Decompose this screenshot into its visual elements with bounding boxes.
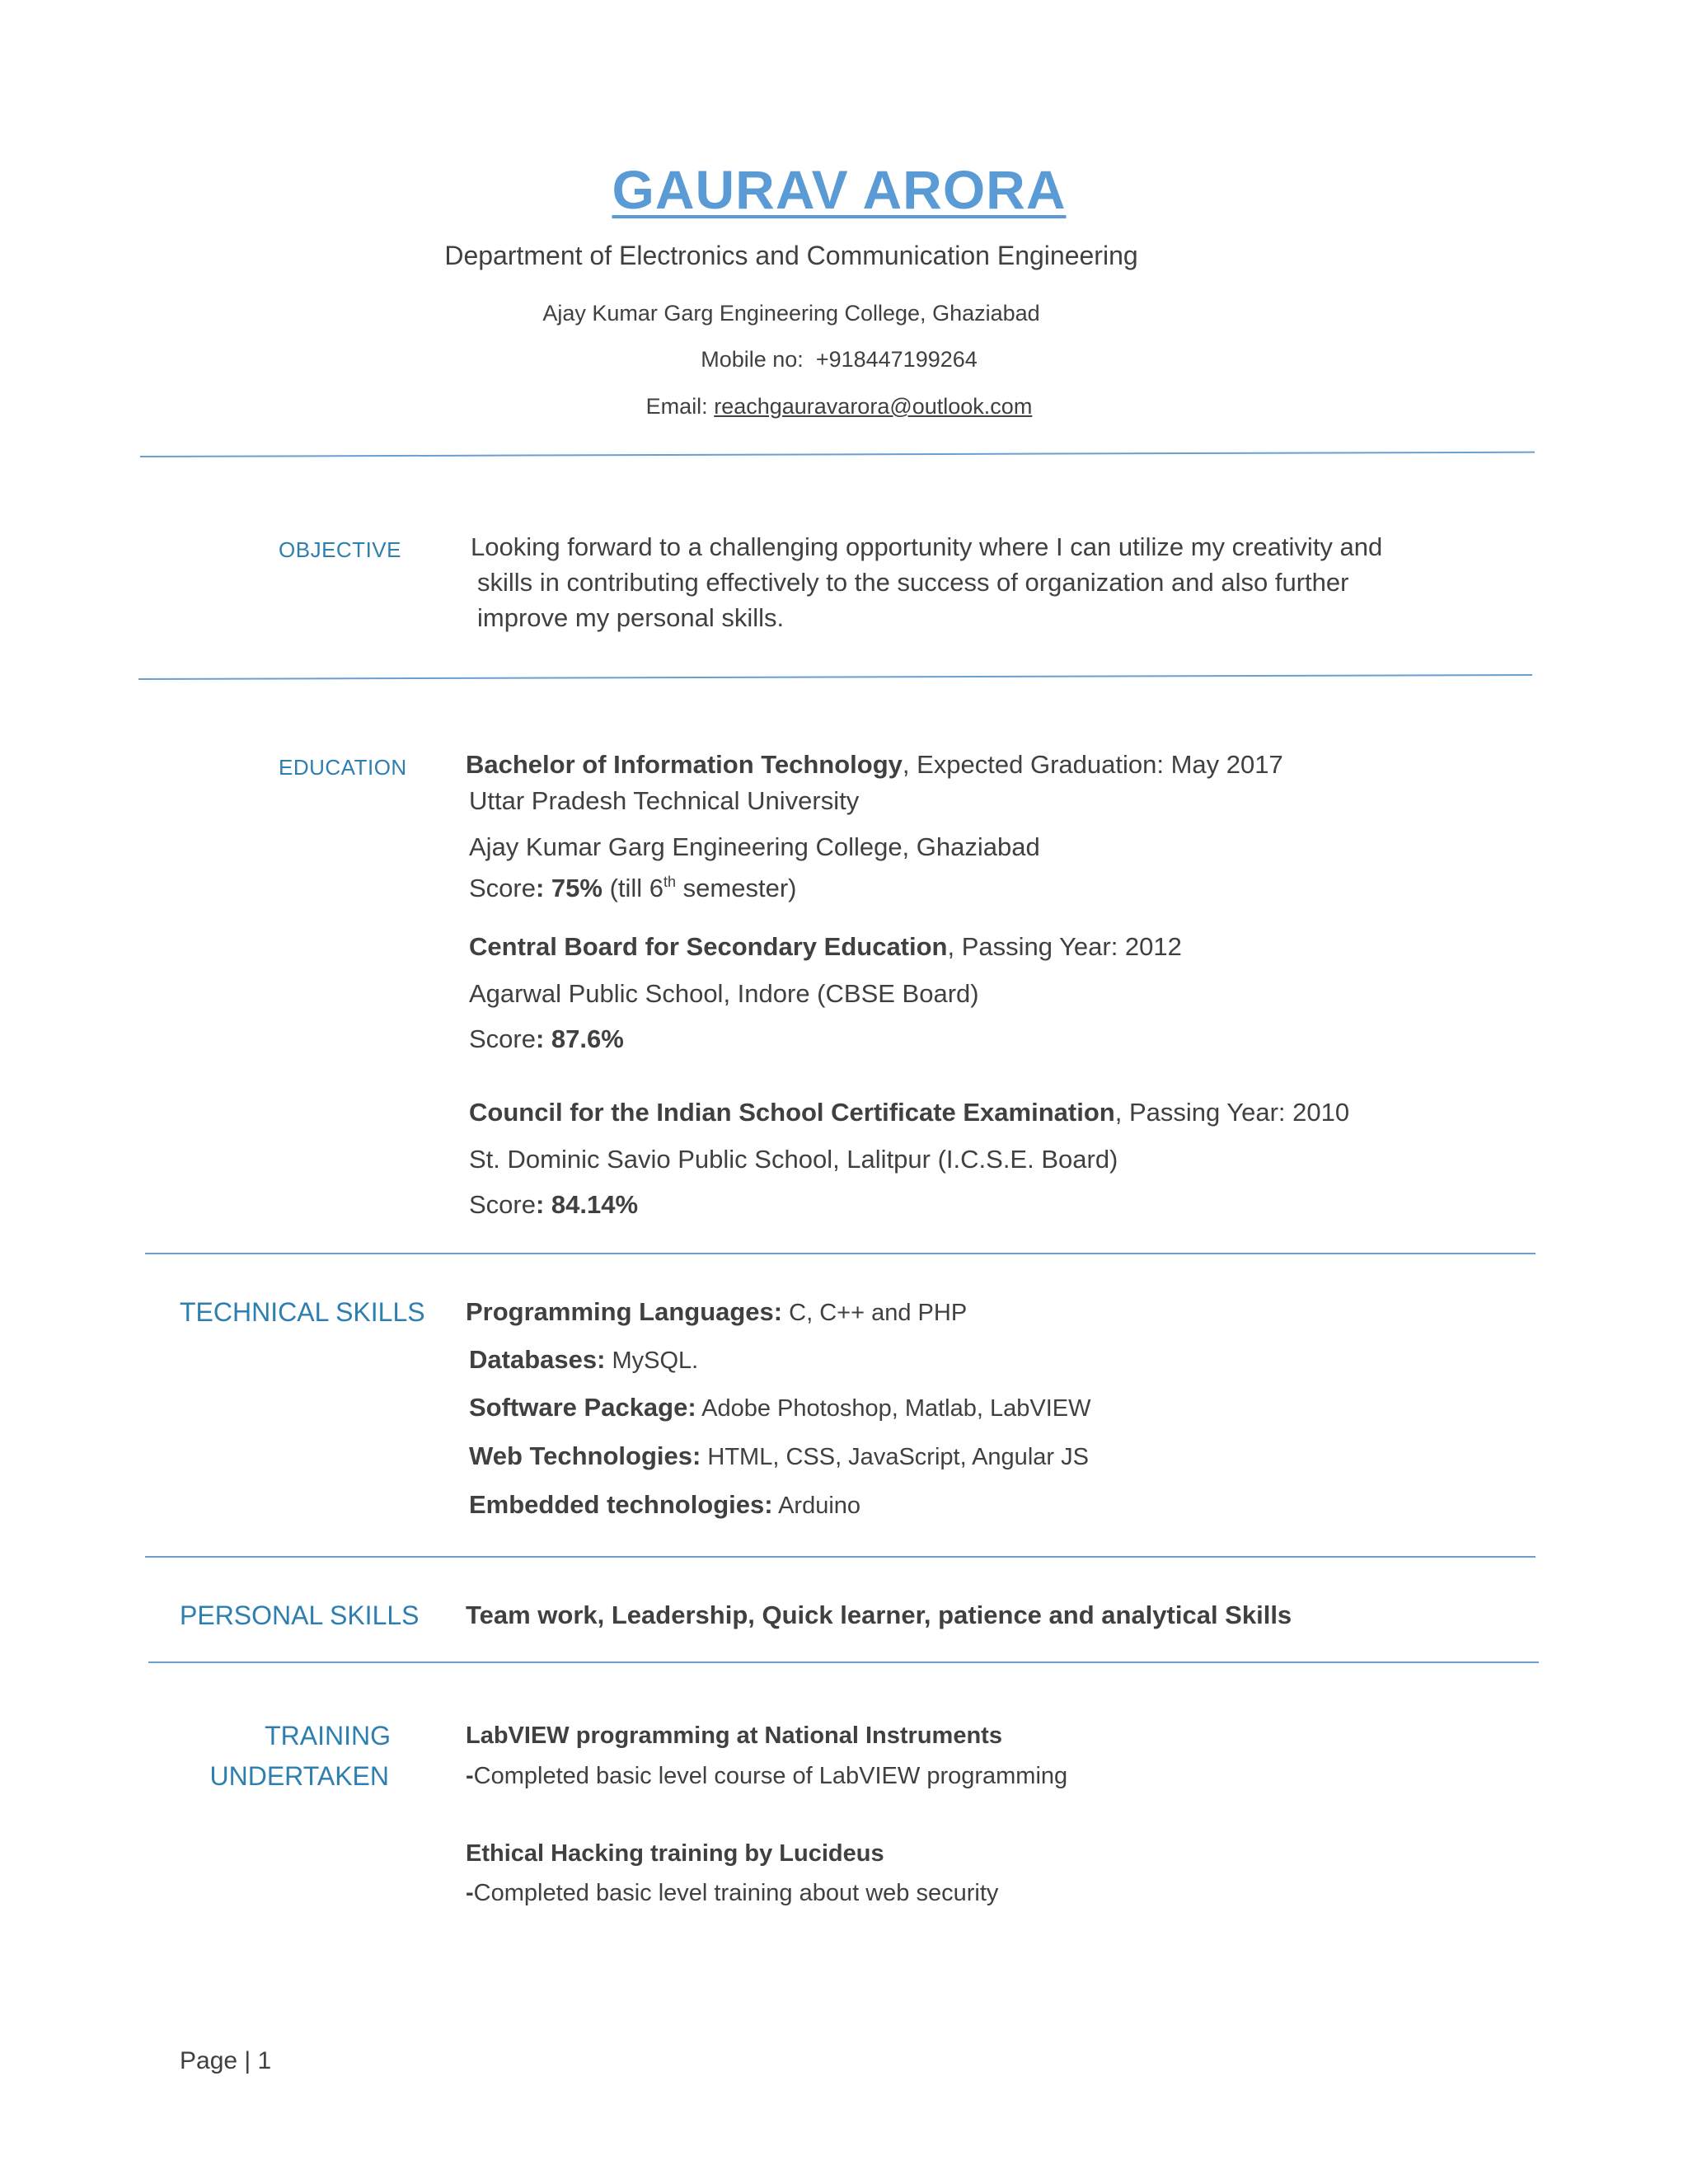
score-label: Score — [469, 1024, 536, 1053]
dash: - — [466, 1763, 474, 1789]
email-link[interactable]: reachgauravarora@outlook.com — [714, 394, 1033, 419]
education-entry-3-institution: St. Dominic Savio Public School, Lalitpur (I.C.S.E. Board) — [469, 1145, 1118, 1174]
training-title: LabVIEW programming at National Instruments — [466, 1722, 1002, 1749]
degree-title: Bachelor of Information Technology — [466, 750, 903, 779]
divider-technical — [145, 1556, 1536, 1558]
board-title: Central Board for Secondary Education — [469, 932, 948, 961]
training-title: Ethical Hacking training by Lucideus — [466, 1840, 884, 1867]
board-detail: , Passing Year: 2012 — [947, 932, 1182, 961]
education-entry-1-university: Uttar Pradesh Technical University — [469, 786, 860, 815]
skill-key: Web Technologies: — [469, 1441, 701, 1470]
score-note-sup: th — [663, 874, 677, 890]
training-2-title — [466, 1840, 884, 1868]
mobile-number: +918447199264 — [815, 347, 978, 372]
training-2-desc — [466, 1880, 998, 1907]
divider-header — [140, 452, 1535, 457]
training-desc: Completed basic level course of LabVIEW programming — [473, 1763, 1068, 1789]
score-value: : 87.6% — [535, 1024, 624, 1053]
training-desc: Completed basic level training about web security — [473, 1880, 999, 1906]
degree-detail: , Expected Graduation: May 2017 — [902, 750, 1283, 779]
objective-line-3: improve my personal skills. — [477, 603, 785, 632]
email-label: Email: — [645, 394, 708, 419]
education-label: EDUCATION — [279, 755, 407, 780]
personal-skills-value — [466, 1601, 1292, 1630]
education-entry-3-heading — [469, 1098, 1349, 1127]
header-college: Ajay Kumar Garg Engineering College, Ghaziabad — [542, 301, 1040, 326]
skill-key: Software Package: — [469, 1393, 696, 1422]
divider-personal — [148, 1661, 1539, 1663]
skill-value: Adobe Photoshop, Matlab, LabVIEW — [696, 1395, 1091, 1422]
objective-line-1: Looking forward to a challenging opportunity where I can utilize my creativity and — [471, 532, 1383, 561]
personal-skills-text: Team work, Leadership, Quick learner, patience and analytical Skills — [466, 1601, 1292, 1629]
skill-key: Databases: — [469, 1345, 606, 1374]
score-value: : 75% — [535, 874, 603, 902]
training-label-line-1: TRAINING — [265, 1721, 391, 1750]
skill-programming — [466, 1297, 967, 1327]
score-note-end: semester) — [676, 874, 797, 902]
education-entry-1-heading — [466, 750, 1283, 780]
skill-value: Arduino — [772, 1493, 861, 1519]
score-note: (till 6 — [602, 874, 664, 902]
skill-key: Embedded technologies: — [469, 1490, 773, 1519]
objective-label: OBJECTIVE — [279, 537, 401, 562]
mobile-line — [0, 347, 1678, 373]
score-label: Score — [469, 874, 536, 902]
education-entry-1-institution: Ajay Kumar Garg Engineering College, Ghaziabad — [469, 832, 1040, 861]
education-entry-2-score — [469, 1024, 624, 1054]
training-label-line-2: UNDERTAKEN — [209, 1761, 389, 1791]
divider-education — [145, 1253, 1536, 1254]
education-entry-2-heading — [469, 932, 1182, 962]
education-entry-2-institution: Agarwal Public School, Indore (CBSE Board) — [469, 979, 979, 1008]
training-1-title — [466, 1722, 1002, 1750]
mobile-label: Mobile no: — [701, 347, 804, 372]
candidate-name: GAURAV ARORA — [612, 159, 1067, 220]
board-detail: , Passing Year: 2010 — [1114, 1098, 1350, 1127]
technical-skills-label: TECHNICAL SKILLS — [180, 1297, 425, 1327]
skill-databases — [469, 1345, 698, 1375]
skill-software — [469, 1393, 1090, 1422]
skill-value: HTML, CSS, JavaScript, Angular JS — [701, 1444, 1089, 1470]
dash: - — [466, 1880, 474, 1906]
education-entry-1-score — [469, 874, 796, 903]
board-title: Council for the Indian School Certificate Examination — [469, 1098, 1115, 1127]
score-value: : 84.14% — [535, 1190, 639, 1219]
skill-value: C, C++ and PHP — [782, 1300, 968, 1326]
skill-web — [469, 1441, 1089, 1471]
personal-skills-label: PERSONAL SKILLS — [180, 1601, 420, 1630]
skill-value: MySQL. — [605, 1347, 699, 1374]
objective-line-2: skills in contributing effectively to the success of organization and also further — [477, 568, 1349, 597]
score-label: Score — [469, 1190, 536, 1219]
training-1-desc — [466, 1763, 1067, 1790]
skill-key: Programming Languages: — [466, 1297, 783, 1326]
skill-embedded — [469, 1490, 860, 1520]
divider-objective — [138, 674, 1532, 680]
page-number: Page | 1 — [180, 2047, 272, 2074]
department: Department of Electronics and Communication Engineering — [444, 241, 1138, 270]
education-entry-3-score — [469, 1190, 638, 1220]
email-line — [0, 394, 1678, 419]
